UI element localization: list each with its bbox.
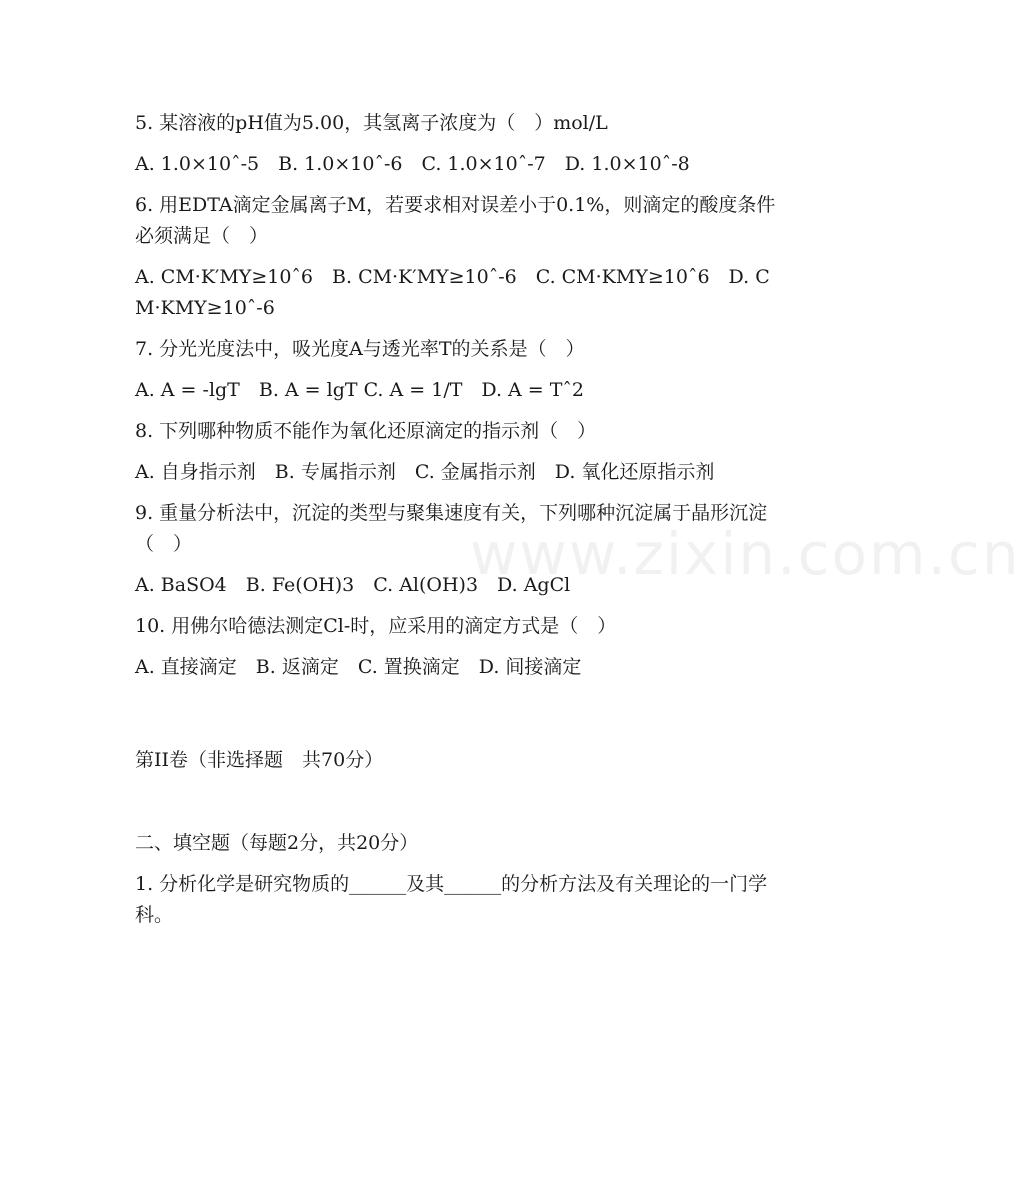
watermark: www.zixin.com.cn bbox=[470, 520, 1021, 588]
question-10 bbox=[135, 611, 785, 683]
question-9 bbox=[135, 498, 785, 601]
section-heading: 二、填空题（每题2分，共20分） bbox=[135, 832, 419, 854]
question-stem: 10. 用佛尔哈德法测定Cl-时，应采用的滴定方式是（ ） bbox=[135, 615, 617, 637]
question-options: A. 直接滴定 B. 返滴定 C. 置换滴定 D. 间接滴定 bbox=[135, 656, 582, 678]
question-7 bbox=[135, 334, 785, 406]
question-options: A. 1.0×10ˆ-5 B. 1.0×10ˆ-6 C. 1.0×10ˆ-7 D. 1.0×10ˆ-8 bbox=[135, 153, 690, 175]
question-options: A. BaSO4 B. Fe(OH)3 C. Al(OH)3 D. AgCl bbox=[135, 574, 571, 596]
spacer bbox=[135, 776, 785, 828]
spacer bbox=[135, 693, 785, 745]
question-options: A. 自身指示剂 B. 专属指示剂 C. 金属指示剂 D. 氧化还原指示剂 bbox=[135, 461, 715, 483]
part-heading: 第II卷（非选择题 共70分） bbox=[135, 749, 384, 771]
question-stem: 6. 用EDTA滴定金属离子M，若要求相对误差小于0.1%，则滴定的酸度条件必须满足（ ） bbox=[135, 194, 776, 247]
question-5 bbox=[135, 108, 785, 180]
question-options: A. CM·K′MY≥10ˆ6 B. CM·K′MY≥10ˆ-6 C. CM·KMY≥10ˆ6 D. CM·KMY≥10ˆ-6 bbox=[135, 266, 770, 319]
question-8 bbox=[135, 416, 785, 488]
question-6 bbox=[135, 190, 785, 324]
question-stem: 7. 分光光度法中，吸光度A与透光率T的关系是（ ） bbox=[135, 338, 585, 360]
question-stem: 5. 某溶液的pH值为5.00，其氢离子浓度为（ ）mol/L bbox=[135, 112, 608, 134]
question-stem: 9. 重量分析法中，沉淀的类型与聚集速度有关，下列哪种沉淀属于晶形沉淀（ ） bbox=[135, 502, 768, 555]
question-stem: 8. 下列哪种物质不能作为氧化还原滴定的指示剂（ ） bbox=[135, 420, 597, 442]
fill-question-1: 1. 分析化学是研究物质的______及其______的分析方法及有关理论的一门学科。 bbox=[135, 873, 768, 926]
question-options: A. A = -lgT B. A = lgT C. A = 1/T D. A = Tˆ2 bbox=[135, 379, 585, 401]
document-body bbox=[135, 108, 785, 941]
